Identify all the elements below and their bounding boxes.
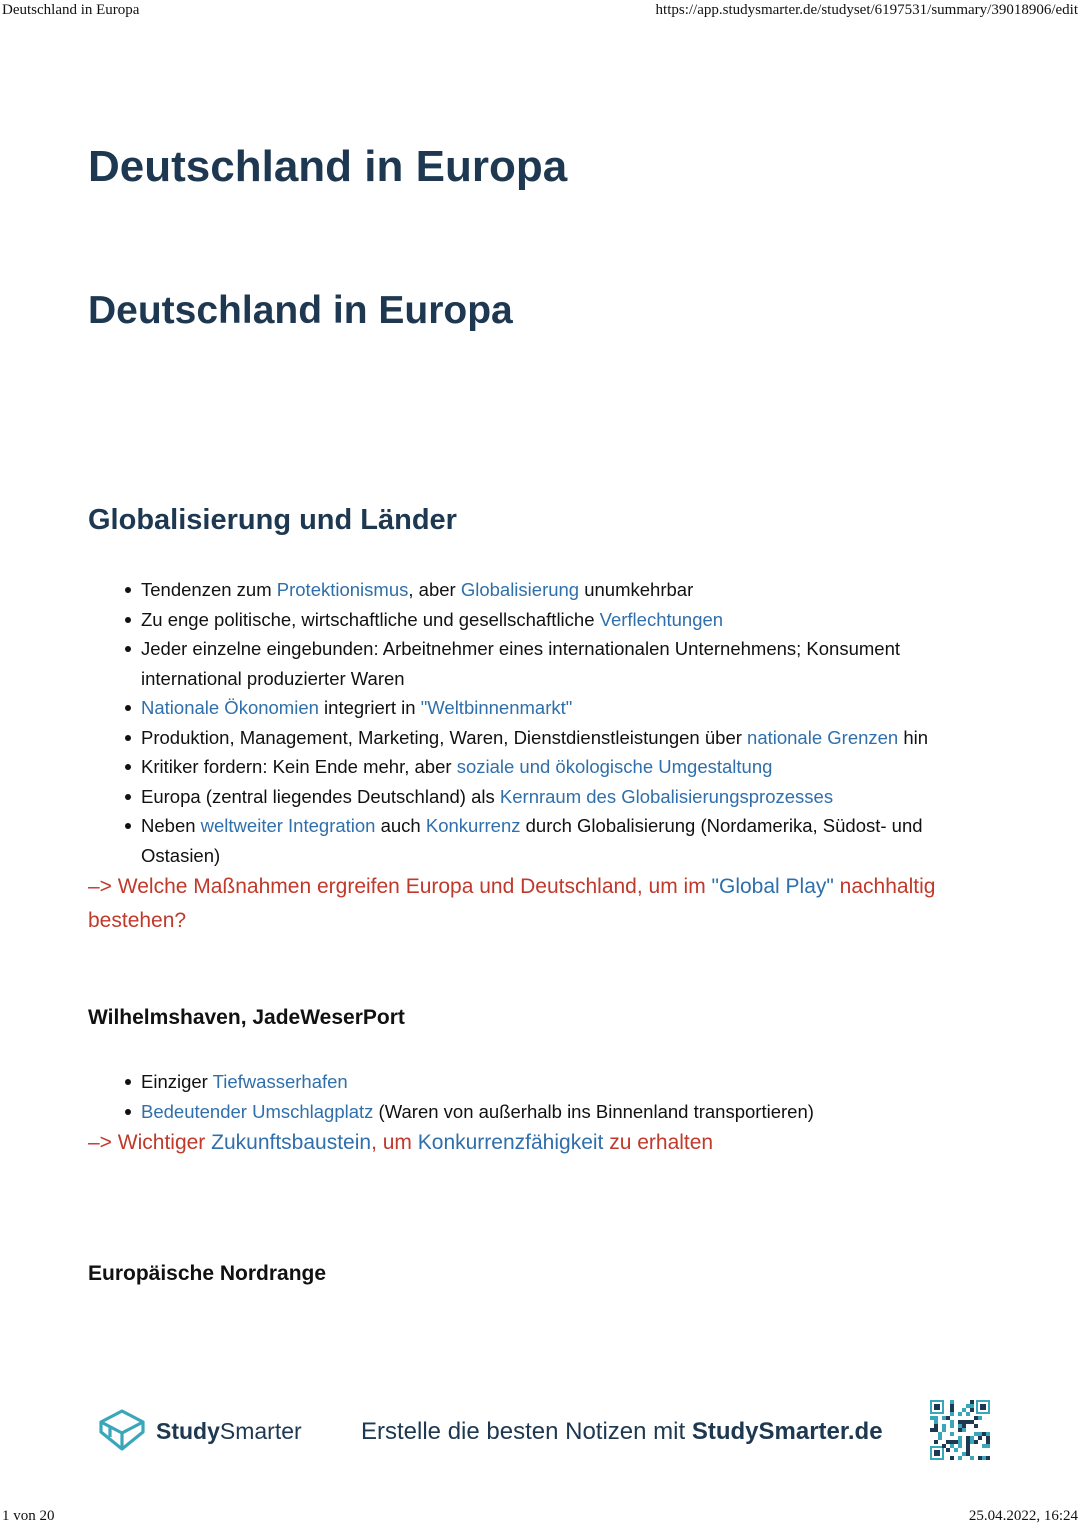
highlighted-term: Zukunftsbaustein <box>211 1131 372 1154</box>
text-segment: zu erhalten <box>603 1131 714 1154</box>
studysmarter-logo-text[interactable]: StudySmarter <box>156 1418 302 1444</box>
text-segment: Kritiker fordern: Kein Ende mehr, aber <box>141 756 457 777</box>
section-heading-nordrange: Europäische Nordrange <box>88 1262 327 1285</box>
highlighted-term: nationale Grenzen <box>747 726 899 748</box>
studysmarter-cube-icon[interactable] <box>96 1408 148 1452</box>
print-url[interactable]: https://app.studysmarter.de/studyset/6197531/summary/39018906/edit <box>655 2 1078 18</box>
text-segment: nachhaltig bestehen? <box>88 875 936 932</box>
section-heading-globalisierung: Globalisierung und Länder <box>88 504 457 536</box>
highlighted-term: Konkurrenz <box>425 815 521 836</box>
text-segment: , um <box>371 1131 418 1154</box>
highlighted-term: soziale und ökologische Umgestaltung <box>456 756 773 777</box>
text-segment: durch Globalisierung (Nordamerika, Südost- und Ostasien) <box>141 815 923 866</box>
qr-code-icon[interactable] <box>930 1400 990 1460</box>
print-page-title: Deutschland in Europa <box>2 2 140 18</box>
list-item <box>141 723 998 753</box>
highlighted-term: Verflechtungen <box>599 608 724 630</box>
conclusion-statement <box>88 1126 998 1160</box>
highlighted-term: weltweiter Integration <box>200 815 376 836</box>
print-footer <box>0 1508 1080 1528</box>
text-segment: (Waren von außerhalb ins Binnenland transportieren) <box>373 1100 814 1122</box>
text-segment: hin <box>898 726 929 748</box>
highlighted-term: Tiefwasserhafen <box>212 1071 348 1092</box>
text-segment: unumkehrbar <box>579 579 694 600</box>
bullet-list-wilhelmshaven <box>88 1067 998 1126</box>
text-segment: Tendenzen zum <box>141 579 277 600</box>
list-item <box>141 693 998 723</box>
list-item <box>141 575 998 605</box>
page-count: 1 von 20 <box>2 1508 55 1524</box>
document-title: Deutschland in Europa <box>88 142 568 191</box>
text-segment: Zu enge politische, wirtschaftliche und gesellschaftliche <box>141 608 600 630</box>
list-item <box>141 752 998 782</box>
highlighted-term: Nationale Ökonomien <box>141 697 319 718</box>
list-item <box>141 605 998 635</box>
studysmarter-banner <box>0 1400 1080 1470</box>
highlighted-term: Globalisierung <box>460 579 580 600</box>
text-segment: Neben <box>141 815 201 836</box>
text-segment: Europa (zentral liegendes Deutschland) als <box>141 785 500 807</box>
highlighted-term: Protektionismus <box>276 579 409 600</box>
text-segment: –> Welche Maßnahmen ergreifen Europa und Deutschland, um im <box>88 875 712 898</box>
list-item <box>141 811 998 870</box>
print-header <box>0 2 1080 22</box>
list-item <box>141 1067 998 1097</box>
text-segment: Produktion, Management, Marketing, Waren, Dienstdienstleistungen über <box>141 726 748 748</box>
text-segment: Einziger <box>141 1071 213 1092</box>
conclusion-question <box>88 870 994 938</box>
text-segment: Jeder einzelne eingebunden: Arbeitnehmer eines internationalen Unternehmens; Konsument international produzierter Waren <box>141 638 901 689</box>
text-segment: integriert in <box>318 697 421 718</box>
highlighted-term: Konkurrenzfähigkeit <box>417 1131 604 1154</box>
print-datetime: 25.04.2022, 16:24 <box>968 1508 1078 1524</box>
text-segment: –> Wichtiger <box>88 1131 212 1154</box>
highlighted-term: Kernraum des Globalisierungsprozesses <box>499 785 834 807</box>
list-item <box>141 634 998 693</box>
document-subtitle: Deutschland in Europa <box>88 289 513 332</box>
highlighted-term: Bedeutender Umschlagplatz <box>141 1100 374 1122</box>
banner-tagline[interactable]: Erstelle die besten Notizen mit StudySmarter.de <box>361 1418 883 1445</box>
text-segment: , aber <box>408 579 461 600</box>
list-item <box>141 1097 998 1127</box>
highlighted-term: "Global Play" <box>711 875 834 898</box>
bullet-list-globalisierung <box>88 575 998 870</box>
highlighted-term: "Weltbinnenmarkt" <box>420 697 573 718</box>
list-item <box>141 782 998 812</box>
section-heading-wilhelmshaven: Wilhelmshaven, JadeWeserPort <box>88 1006 405 1029</box>
text-segment: auch <box>375 815 426 836</box>
